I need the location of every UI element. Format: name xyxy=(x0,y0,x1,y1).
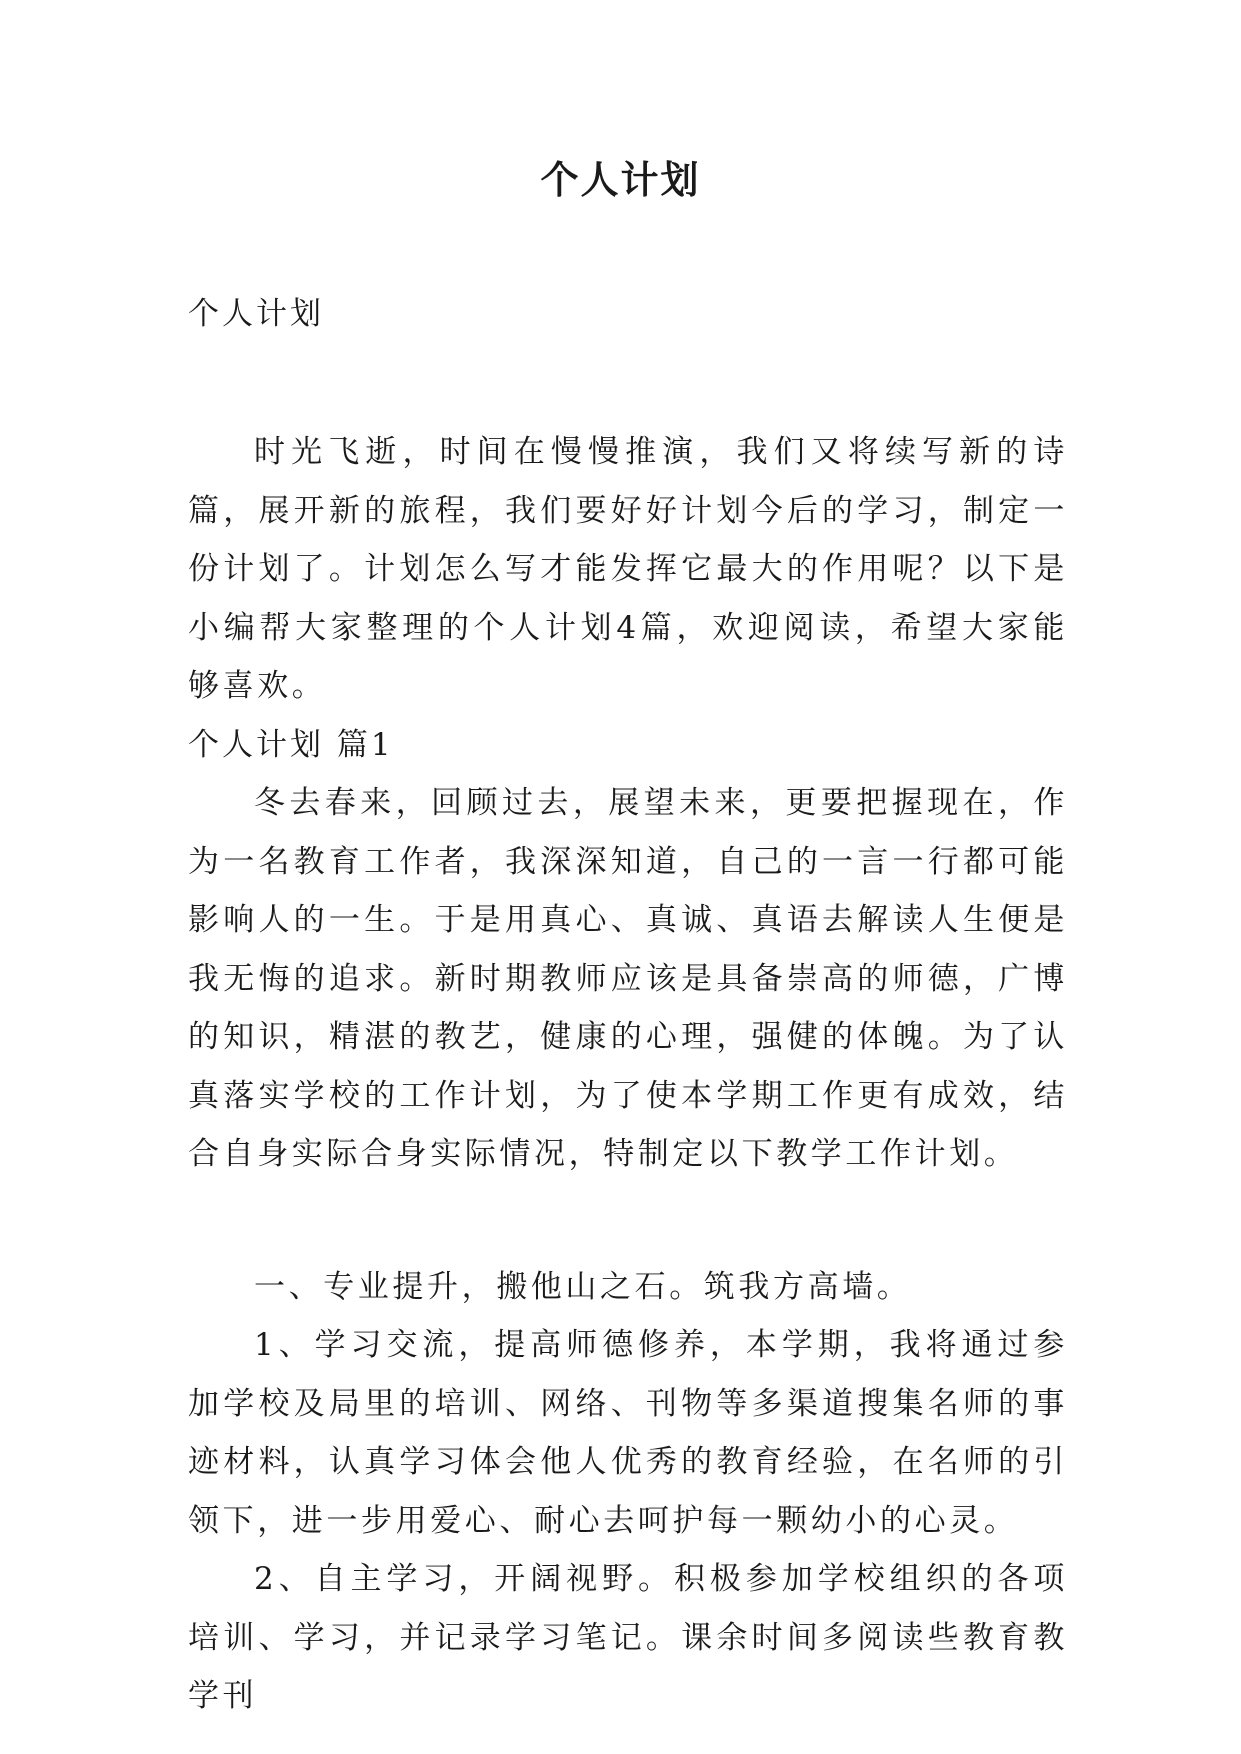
intro-paragraph: 时光飞逝，时间在慢慢推演，我们又将续写新的诗篇，展开新的旅程，我们要好好计划今后的学习，制定一份计划了。计划怎么写才能发挥它最大的作用呢？以下是小编帮大家整理的个人计划4篇，欢迎阅读，希望大家能够喜欢。 xyxy=(188,434,1068,704)
point-heading: 一、专业提升，搬他山之石。筑我方高墙。 xyxy=(254,1268,912,1305)
point-item-2: 2、自主学习，开阔视野。积极参加学校组织的各项培训、学习，并记录学习笔记。课余时间多阅读些教育教学刊 xyxy=(188,1561,1068,1714)
document-subtitle: 个人计划 xyxy=(188,296,324,332)
spacer xyxy=(188,1184,1068,1258)
section-paragraph: 冬去春来，回顾过去，展望未来，更要把握现在，作为一名教育工作者，我深深知道，自己的一言一行都可能影响人的一生。于是用真心、真诚、真语去解读人生便是我无悔的追求。新时期教师应该是具备崇高的师德，广博的知识，精湛的教艺，健康的心理，强健的体魄。为了认真落实学校的工作计划，为了使本学期工作更有成效，结合自身实际合身实际情况，特制定以下教学工作计划。 xyxy=(188,785,1068,1172)
spacer xyxy=(188,342,1068,423)
document-body xyxy=(188,286,1068,1726)
section-heading: 个人计划 篇1 xyxy=(188,726,394,763)
document-title: 个人计划 xyxy=(540,157,701,202)
point-item-1: 1、学习交流，提高师德修养，本学期，我将通过参加学校及局里的培训、网络、刊物等多渠道搜集名师的事迹材料，认真学习体会他人优秀的教育经验，在名师的引领下，进一步用爱心、耐心去呵护每一颗幼小的心灵。 xyxy=(188,1327,1068,1539)
